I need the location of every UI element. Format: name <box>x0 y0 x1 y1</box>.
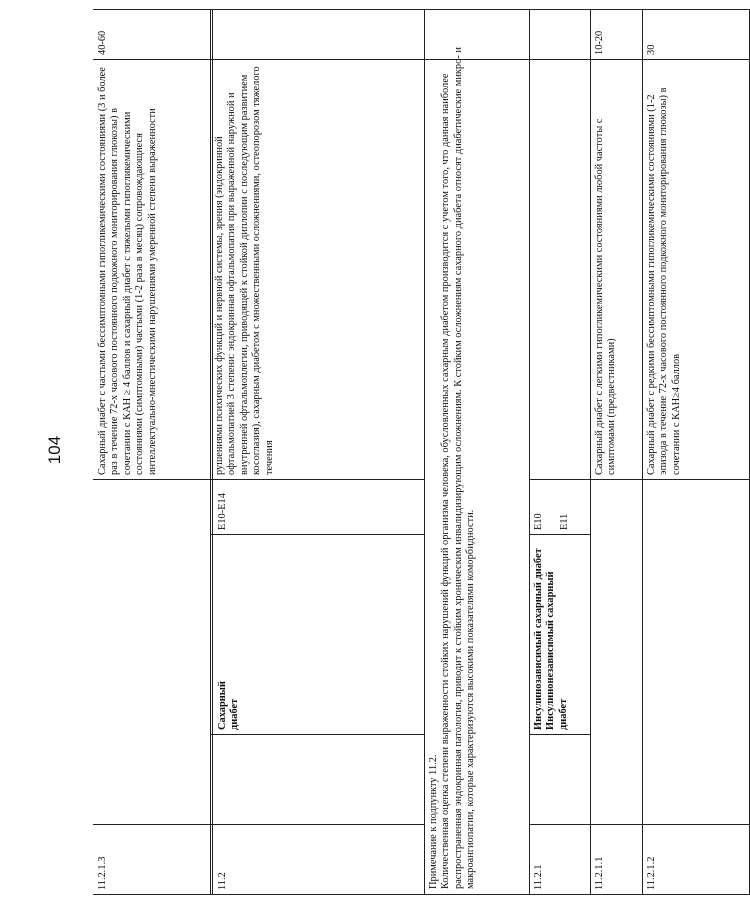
note-heading: Примечание к подпункту 11.2. <box>428 754 439 889</box>
rotated-table-page <box>210 10 750 895</box>
row-percent: 40-60 <box>97 30 108 55</box>
row-percent: 10-20 <box>594 30 605 55</box>
row-code: 11.2.1 <box>533 864 544 890</box>
row-divider <box>529 10 530 895</box>
disease-name <box>533 538 570 730</box>
continuation-text: рушениями психических функций и нервной системы, зрения (эндокринной офтальмопатией 3 степени: эндокринная офтальмопатия при выраженной наружной и внутренней офтальмоплегии, приводящей к стойкой диплопии с последующим развитием косоглазия), сахарным диабетом с множественными осложнениями, остеопорозом тяжелого течения <box>214 66 275 475</box>
row-code: 11.2 <box>217 872 228 890</box>
row-divider <box>642 10 643 895</box>
col-divider <box>529 824 750 825</box>
row-divider <box>590 10 591 895</box>
disease-name: Сахарный диабет <box>217 681 241 730</box>
col-divider <box>210 824 424 825</box>
row-code: 11.2.1.2 <box>646 856 657 890</box>
icd-code-line: E10 <box>533 513 544 530</box>
col-divider <box>529 479 750 480</box>
icd-code: E10-E14 <box>217 493 228 530</box>
rotated-table-page-continued <box>93 10 213 895</box>
col-divider <box>93 479 213 480</box>
col-divider <box>210 734 424 735</box>
table-border-left <box>93 894 213 895</box>
note-text: Количественная оценка степени выраженности стойких нарушений функций организма человека, обусловленных сахарным диабетом производится с учетом того, что данная наиболее распространенная эндокринная патология, приводит к стойким хроническим инвалидизирующим осложнениям. К стойким осложнениям сахарного диабета относят диабетические микро- и макроангиопатии, которые характеризуются высокими показателями коморбидности. <box>440 47 477 889</box>
table-border-right <box>210 9 750 10</box>
row-description: Сахарный диабет с редкими бессимптомными гипогликемическими состояниями (1-2 эпизода в течение 72-х часового постоянного подкожного мониторирования глюкозы) в сочетании с КАН≥4 баллов <box>646 87 682 475</box>
disease-name-line: Инсулинонезависимый сахарный диабет <box>545 571 569 730</box>
page-number: 104 <box>45 435 64 465</box>
row-percent: 30 <box>646 44 657 55</box>
col-divider <box>529 734 590 735</box>
icd-code <box>533 482 572 530</box>
row-code: 11.2.1.1 <box>594 856 605 890</box>
row-description: Сахарный диабет с легкими гипогликемическими состояниями любой частоты с симптомами (предвестниками) <box>594 118 618 475</box>
col-divider <box>210 534 424 535</box>
col-divider <box>210 479 424 480</box>
table-border-right <box>93 9 213 10</box>
col-divider <box>93 59 213 60</box>
row-code: 11.2.1.3 <box>97 856 108 890</box>
disease-name-line: Инсулинозависимый сахарный диабет <box>533 548 544 730</box>
table-border-bottom <box>212 10 213 895</box>
col-divider <box>210 59 750 60</box>
row-divider <box>424 10 425 895</box>
table-border-left <box>210 894 750 895</box>
row-description: Сахарный диабет с частыми бессимптомными гипогликемическими состояниями (3 и более раз в течение 72-х часового постоянного подкожного мониторирования глюкозы) в сочетании с КАН ≥ 4 баллов и сахарный диабет с тяжелыми гипогликемическими состояниями (симптомными) частыми (1-2 раза в месяц) сопровождающиеся интеллектуально-мнестическими нарушениями умеренной степени выраженности <box>97 67 158 475</box>
col-divider <box>529 534 590 535</box>
icd-code-line: E11 <box>559 513 571 530</box>
col-divider <box>93 824 213 825</box>
note-block <box>428 24 478 889</box>
